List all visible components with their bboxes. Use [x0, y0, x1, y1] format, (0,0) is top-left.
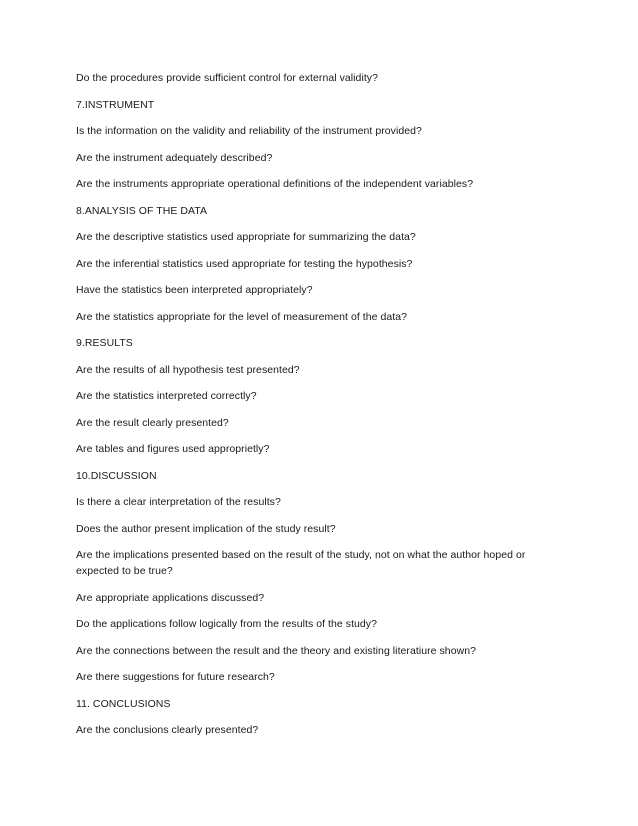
question-line: Do the procedures provide sufficient control for external validity? [76, 72, 378, 84]
question-line: Is there a clear interpretation of the results? [76, 496, 281, 508]
question-line: Are the connections between the result and the theory and existing literatiure shown? [76, 644, 476, 657]
section-heading: 8.ANALYSIS OF THE DATA [76, 204, 208, 217]
question-line: Do the applications follow logically from the results of the study? [76, 618, 377, 630]
question-line: Are there suggestions for future research? [76, 671, 275, 683]
question-line: Are tables and figures used approprietly? [76, 443, 270, 455]
question-line: Are the descriptive statistics used appropriate for summarizing the data? [76, 231, 416, 243]
question-line: Does the author present implication of the study result? [76, 522, 336, 535]
section-heading: 10.DISCUSSION [76, 469, 157, 482]
section-heading: 11. CONCLUSIONS [76, 697, 171, 710]
question-line: Are the statistics appropriate for the level of measurement of the data? [76, 310, 408, 323]
question-line: Is the information on the validity and reliability of the instrument provided? [76, 125, 422, 137]
question-line: Are the implications presented based on the result of the study, not on what the author hoped or expected to be true? [76, 549, 526, 577]
section-heading: 9.RESULTS [76, 337, 133, 349]
question-line: Are the statistics interpreted correctly? [76, 390, 257, 402]
question-line: Are the inferential statistics used appropriate for testing the hypothesis? [76, 257, 413, 270]
question-line: Have the statistics been interpreted appropriately? [76, 284, 313, 296]
question-line: Are the conclusions clearly presented? [76, 724, 259, 736]
section-heading: 7.INSTRUMENT [76, 98, 155, 111]
question-line: Are the instrument adequately described? [76, 151, 273, 164]
question-line: Are appropriate applications discussed? [76, 591, 265, 604]
question-line: Are the instruments appropriate operational definitions of the independent variables? [76, 178, 474, 190]
question-line: Are the result clearly presented? [76, 416, 229, 429]
document-body [76, 70, 556, 749]
question-line: Are the results of all hypothesis test presented? [76, 363, 300, 376]
